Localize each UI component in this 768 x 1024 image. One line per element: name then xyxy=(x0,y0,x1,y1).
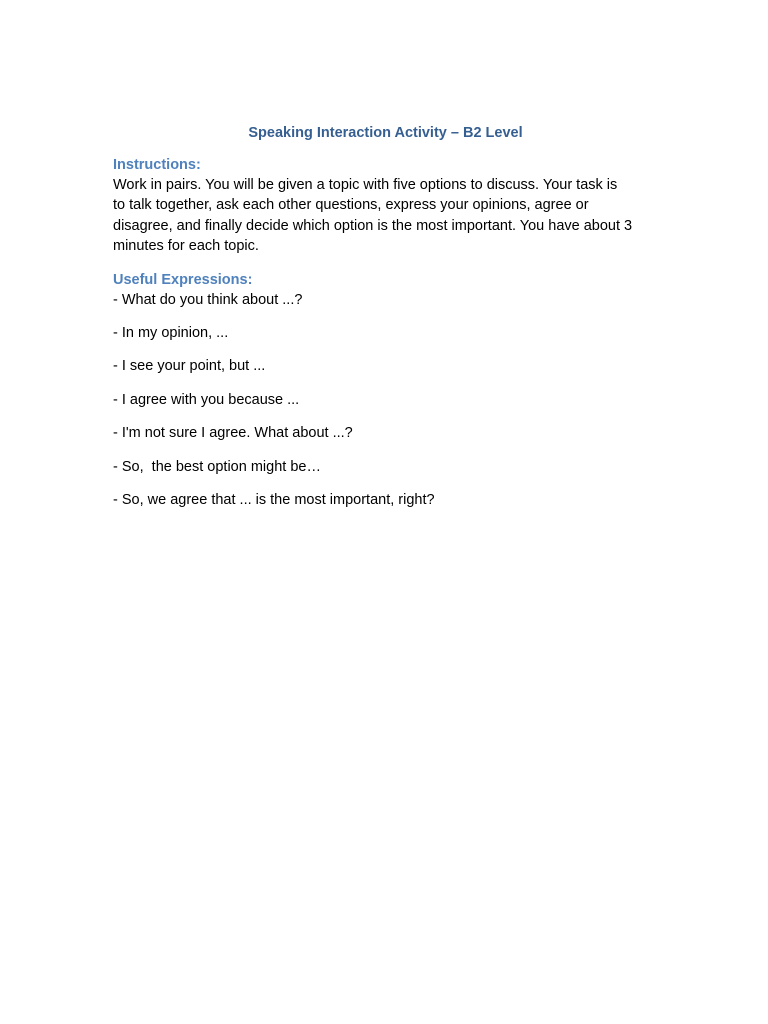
expression-item: - So, we agree that ... is the most important, right? xyxy=(113,491,435,508)
instructions-heading: Instructions: xyxy=(113,157,201,173)
instructions-line: Work in pairs. You will be given a topic with five options to discuss. Your task is xyxy=(113,177,618,193)
instructions-line: disagree, and finally decide which option is the most important. You have about 3 xyxy=(113,217,633,234)
expression-item: - I see your point, but ... xyxy=(113,358,266,375)
expression-item: - I'm not sure I agree. What about ...? xyxy=(113,425,353,442)
useful-expressions-list xyxy=(113,290,658,510)
document-title: Speaking Interaction Activity – B2 Level xyxy=(248,125,523,141)
expression-item: - In my opinion, ... xyxy=(113,325,229,342)
instructions-paragraph xyxy=(113,175,658,257)
document-page xyxy=(113,122,658,523)
instructions-line: minutes for each topic. xyxy=(113,238,259,255)
useful-expressions-heading: Useful Expressions: xyxy=(113,271,253,288)
expression-item: - So, the best option might be… xyxy=(113,458,321,475)
expression-item: - What do you think about ...? xyxy=(113,291,303,308)
expression-item: - I agree with you because ... xyxy=(113,391,300,408)
instructions-line: to talk together, ask each other questions, express your opinions, agree or xyxy=(113,197,589,214)
